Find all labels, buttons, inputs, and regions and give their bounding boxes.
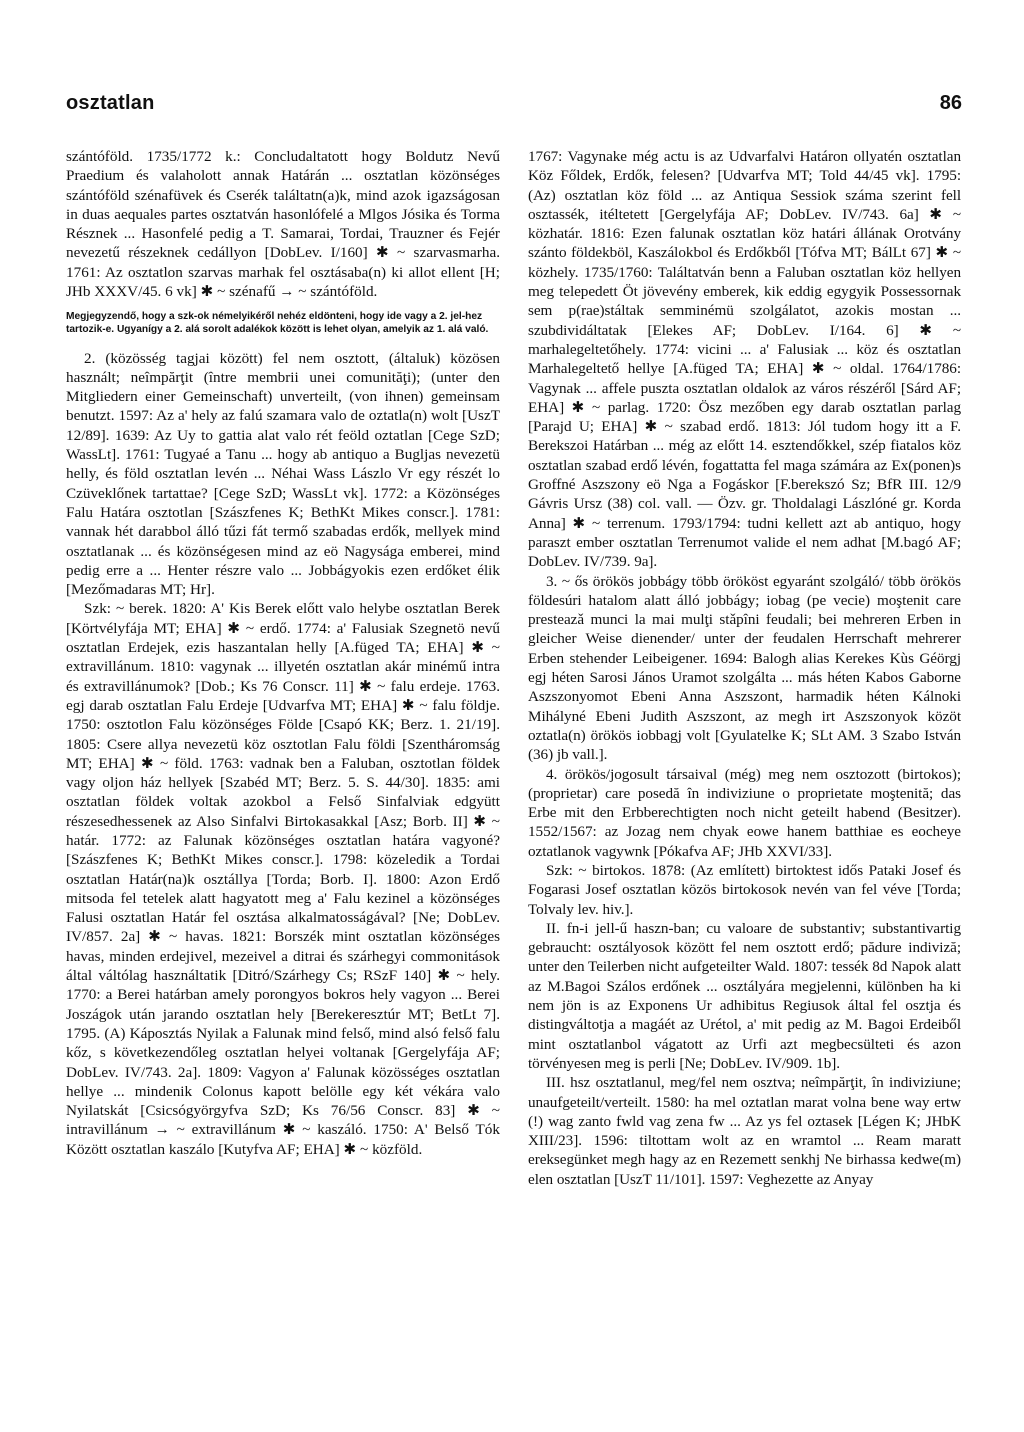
sense-II: II. fn-i jell-ű haszn-ban; cu valoare de substantiv; substantivartig gebraucht: osztályosok között fel nem osztott erdő; pădure indiviză; unter den Teilerben nicht aufgeteilter Wald. 1807: tessék 8d Napok alatt az M.Bagoi Szálos erdőnek ... osztályára megjelenni, különben ha ki nem jön is az Exponens Ur adhibitus Regiusok által fel osztja és distingváltotja a magáét az Urétol, a' mit pedig az M. Bagoi Erdeiből mint osztatlanbol vágatott az Urfi azt megbecsülteti és azon törvényesen meg is perli [Ne; DobLev. IV/909. 1b]. xyxy=(528,919,961,1072)
entry-text: szántóföld. 1735/1772 k.: Concludaltatott hogy Boldutz Nevű Praedium és valaholott annak Határán ... osztatlan közönséges szántóföld szénafüvek és Cserék találtatn(a)k, mind azok igazságosan in duas aequales partes osztatván hasonlófelé a Mlgos Jósika és Torma Résznek ... Hasonfelé pedig a T. Samarai, Tordai, Trauzner és Fejér nevezetű részeknek cedállyon [DobLev. I/160] ✱ ~ szarvasmarha. 1761: Az osztatlon szarvas marhak fel osztásaba(n) ki allot ellent [H; JHb XXXV/45. 6 vk] ✱ ~ szénafű → ~ szántóföld. xyxy=(66,148,500,301)
sense-III: III. hsz osztatlanul, meg/fel nem osztva; neîmpărţit, în indiviziune; unaufgeteilt/verteilt. 1580: ha mel oztatlan marat volna bene way ertw (!) wag zanto fwld vag zena fw ... Az ys fel oztasek [Légen K; JHbK XIII/23]. 1596: tiltottam wolt az en wramtol ... Ream maratt ereksegünket megh hagy az en Rezemett senkhj Ne birhassa kedwe(m) elen osztatlan [UszT 11/101]. 1597: Veghezette az Anyay xyxy=(528,1074,961,1188)
compounds-2: Szk: ~ berek. 1820: A' Kis Berek előtt valo helybe osztatlan Berek [Körtvélyfája MT; EHA] ✱ ~ erdő. 1774: a' Falusiak Szegnetö nevű osztatlan Erdejek, ezis haszantalan helly [A.füged TA; EHA] ✱ ~ extravillánum. 1810: vagynak ... illyetén osztatlan akár minémű intra és extravillánumok? [Dob.; Ks 76 Conscr. 11] ✱ ~ falu erdeje. 1763. egj darab osztatlan Falu Erdeje [Udvarfva MT; EHA] ✱ ~ falu földje. 1750: osztotlon Falu közönséges Földe [Csapó KK; Berz. 1. 21/19]. 1805: Csere allya nevezetü köz osztotlan Falu földi [Szentháromság MT; EHA] ✱ ~ föld. 1763: vadnak ben a Faluban, osztotlan földek vagy oljon ház hellyek [Szabéd MT; Berz. 5. S. 44/30]. 1835: ami osztatlan földek voltak azokbol a Felső Sinfalviak edgyütt részesedhessenek az Also Sinfalvi Birtokasakkal [Asz; Borb. II] ✱ ~ határ. 1772: az Falunak közönséges osztatlan határa vagyoné? [Szászfenes K; BethKt Mikes conscr.]. 1798: közeledik a Tordai osztatlan Határ(na)k osztállya [Torda; Borb. I]. 1800: Azon Erdő mitsoda fel tetelek alatt hagyatott meg a' Falu kezinel a közönséges Falusi osztatlan Határ fel osztása alkalmatosságával? [Ne; DobLev. IV/857. 2a] ✱ ~ havas. 1821: Borszék mint osztatlan közönséges havas, minden erdejivel, mezeivel a ditrai és szárhegyi commonitások által váltólag használtatik [Ditró/Szárhegy Cs; RSzF 140] ✱ ~ hely. 1770: a Berei határban amely porongyos bokros hely vagyon ... Berei Joszágok után jarando osztatlan hely [Berekeresztúr MT; BetLt 7]. 1795. (A) Káposztás Nyilak a Falunak mind felső, mind alsó felső falu kőz, s következendőleg osztatlan helyei voltanak [Gergelyfája AF; DobLev. IV/743. 2a]. 1809: Vagyon a' Falunak közösséges osztatlan hellye ... mindenik Colonus kapott belölle egy két vékára valo Nyilatskát [Csicsógyörgyfva SzD; Ks 76/56 Conscr. 83] ✱ ~ intravillánum → ~ extravillánum ✱ ~ kaszáló. 1750: A' Belső Tók Között osztatlan kaszálo [Kutyfva AF; EHA] ✱ ~ közföld. xyxy=(66,600,500,1158)
headword: osztatlan xyxy=(66,92,155,114)
right-column xyxy=(528,147,961,1189)
left-column xyxy=(66,147,500,1159)
sense-3: 3. ~ ős örökös jobbágy több örököst egyaránt szolgáló/ több örökös földesúri hatalom alatt álló jobbágy; iobag (pe vecie) moştenit care presteazǎ munci la mai mulţi stǎpîni feudali; bei mehreren Erben in gleicher Weise dienender/ unter der feudalen Herrschaft mehrerer Erben stehender Leibeigener. 1694: Balogh alias Kerekes Kùs Géörgj egj héten Sarosi János Uramot szolgálta ... más héten Kabos Gaborne Aszszonyomot Ebeni Anna Aszszont, harmadik héten Kálnoki Mihályné Ebeni Judith Aszszont, az megh irt Aszszonyok közöt oztatla(n) örökös iobbagj volt [Gyulatelke K; SLt AM. 3 Szabo István (36) jb vall.]. xyxy=(528,572,961,764)
compounds-4: Szk: ~ birtokos. 1878: (Az említett) birtoktest idős Pataki Josef és Fogarasi Josef osztatlan közös birtokosok nevén van fel véve [Torda; Tolvaly lev. hiv.]. xyxy=(528,861,961,918)
sense-2: 2. (közösség tagjai között) fel nem osztott, (általuk) közösen használt; neîmpărţit (între membrii unei comunităţi); (unter den Mitgliedern einer Gemeinschaft) unverteilt, (von ihnen) gemeinsam benutzt. 1597: Az a' hely az falú szamara valo de oztatla(n) wolt [UszT 12/89]. 1639: Az Uy to gattia alat valo rét feöld oztatlan [Cege SzD; WassLt]. 1761: Tugyaé a Tanu ... hogy ab antiquo a Bugljas nevezetü helly, és föld osztatlan levén ... Néhai Wass Lászlo Vr egy részét lo Czüveklőnek tartattae? [Cege SzD; WassLt vk]. 1772: a Közönséges Falu Határa osztotlan [Szászfenes K; BethKt Mikes conscr.]. 1781: vannak hét darabbol álló tűzi fát termő szabadas erdők, mellyek mind osztatlanak ... és közönségesen mind az eö Nagysága emberei, mind pedig erre a ... Henter részre valo ... Jobbágyokis ezen erdőket élik [Mezőmadaras MT; Hr]. xyxy=(66,349,500,599)
running-header xyxy=(66,92,962,132)
editorial-note: Megjegyzendő, hogy a szk-ok némelyikéről nehéz eldönteni, hogy ide vagy a 2. jel-hez tartozik-e. Ugyanígy a 2. alá sorolt adalékok között is lehet olyan, amelyik az 1. alá való. xyxy=(66,311,489,335)
sense-4: 4. örökös/jogosult társaival (még) meg nem osztozott (birtokos); (proprietar) care posedă în indiviziune o proprietate moştenită; das Erbe mit den Erbberechtigten noch nicht geteilt habend (Besitzer). 1552/1567: az Jozag nem chyak eowe hanem batthiae es eocheye oztatlanok vagywnk [Pókafva AF; JHb XXVI/33]. xyxy=(528,765,961,860)
page-number: 86 xyxy=(939,92,962,114)
entry-text-continued: 1767: Vagynake még actu is az Udvarfalvi Határon ollyatén osztatlan Köz Főldek, Erdők, felesen? [Udvarfva MT; Told 44/45 vk]. 1795: (Az) osztatlan köz föld ... az Antiqua Sessiok száma szerint fell osztassék, itéltetett [Gergelyfája AF; DobLev. IV/743. 6a] ✱ ~ közhatár. 1816: Ezen falunak osztatlan köz határi állának Orotvány szánto földekböl, Kaszálokbol és Erdőkből [Tófva MT; BálLt 67] ✱ ~ közhely. 1735/1760: Találtatván benn a Faluban osztatlan köz hellyen meg telepedett Öt jövevény emberek, kik eddig egygyik Possessornak sem p(rae)stáltak semminémü szolgálatot, azokis mostan ... szubdividáltatak [Elekes AF; DobLev. I/164. 6] ✱ ~ marhalegeltetőhely. 1774: vicini ... a' Falusiak ... köz és osztatlan Marhalegeltető hellye [A.füged TA; EHA] ✱ ~ oldal. 1764/1786: Vagynak ... affele puszta osztatlan oldalok az város részéről [Sárd AF; EHA] ✱ ~ parlag. 1720: Ösz mezőben egy darab osztatlan parlag [Parajd U; EHA] ✱ ~ szabad erdő. 1813: Jól tudom hogy itt a F. Berekszoi Határban ... még az előtt 14. esztendőkkel, szép fiatalos köz osztatlan szabad erdő lévén, fogattatta fel maga számára az Ex(ponen)s Groffné Aszszony eö Nga a Fogáskor [F.berekszó Sz; BfR III. 12/9 Gávris Ursz (38) col. vall. — Özv. gr. Tholdalagi Lászlóné gr. Korda Anna] ✱ ~ terrenum. 1793/1794: tudni kellett azt ab antiquo, hogy paraszt ember osztatlan Terrenumot valide el nem adhat [M.bagó AF; DobLev. IV/739. 9a]. xyxy=(528,148,961,571)
